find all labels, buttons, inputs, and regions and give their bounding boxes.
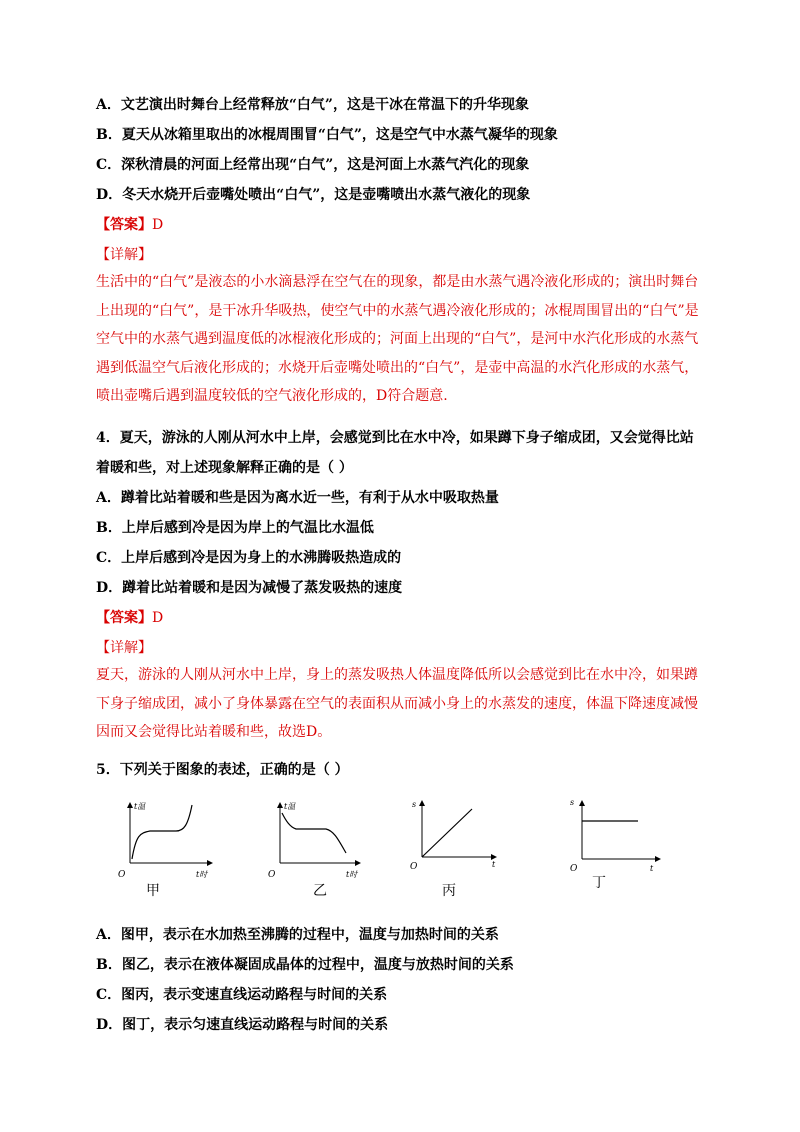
q4-stem-line1: 4．夏天，游泳的人刚从河水中上岸，会感觉到比在水中冷，如果蹲下身子缩成团，又会觉得比站 — [96, 430, 694, 446]
q4-stem-line2: 着暖和些，对上述现象解释正确的是（ ） — [96, 460, 353, 476]
origin-label: O — [268, 870, 276, 880]
answer-value: D — [152, 217, 164, 233]
y-label: s — [570, 798, 575, 807]
q5-option-a: A．图甲，表示在水加热至沸腾的过程中，温度与加热时间的关系 — [96, 927, 499, 943]
q3-detail-line: 上出现的“白气”，是干冰升华吸热，使空气中的水蒸气遇冷液化形成的；冰棍周围冒出的“白气”是 — [96, 302, 699, 319]
origin-label: O — [570, 864, 578, 874]
graph-jia — [110, 795, 220, 885]
y-label: s — [412, 800, 417, 809]
graph-yi — [260, 795, 370, 885]
line — [422, 809, 472, 857]
q5-option-c: C．图丙，表示变速直线运动路程与时间的关系 — [96, 987, 388, 1003]
q3-detail-line: 生活中的“白气”是液态的小水滴悬浮在空气在的现象，都是由水蒸气遇冷液化形成的；演出时舞台 — [96, 274, 699, 290]
q5-option-b: B．图乙，表示在液体凝固成晶体的过程中，温度与放热时间的关系 — [96, 957, 514, 973]
q3-option-d: D．冬天水烧开后壶嘴处喷出“白气”，这是壶嘴喷出水蒸气液化的现象 — [96, 187, 531, 203]
q5-stem: 5．下列关于图象的表述，正确的是（ ） — [96, 762, 349, 778]
curve — [132, 805, 192, 859]
origin-label: O — [410, 862, 418, 872]
x-label: t时 — [346, 870, 358, 879]
q3-option-c: C．深秋清晨的河面上经常出现“白气”，这是河面上水蒸气汽化的现象 — [96, 157, 530, 173]
q4-detail-line: 因而又会觉得比站着暖和些，故选D。 — [96, 724, 332, 740]
graph-bing — [400, 795, 510, 885]
q4-option-c: C．上岸后感到冷是因为身上的水沸腾吸热造成的 — [96, 550, 402, 566]
graph-ding — [560, 795, 670, 885]
origin-label: O — [118, 870, 126, 880]
q3-detail-line: 空气中的水蒸气遇到温度低的冰棍液化形成的；河面上出现的“白气”，是河中水汽化形成的水蒸气 — [96, 331, 699, 347]
q4-detail-line: 夏天，游泳的人刚从河水中上岸，身上的蒸发吸热人体温度降低所以会感觉到比在水中冷，如果蹲 — [96, 667, 698, 683]
q3-detail-tag: 【详解】 — [96, 247, 152, 263]
q3-option-a: A．文艺演出时舞台上经常释放“白气”，这是干冰在常温下的升华现象 — [96, 97, 529, 113]
graph-caption-ding: 丁 — [592, 875, 606, 891]
q3-option-b: B．夏天从冰箱里取出的冰棍周围冒“白气”，这是空气中水蒸气凝华的现象 — [96, 127, 558, 143]
q4-option-b: B．上岸后感到冷是因为岸上的气温比水温低 — [96, 520, 374, 536]
graph-caption-jia: 甲 — [146, 883, 160, 899]
graph-caption-yi: 乙 — [313, 883, 327, 899]
q3-answer — [96, 215, 163, 235]
graph-caption-bing: 丙 — [442, 883, 456, 899]
answer-tag: 【答案】 — [96, 217, 152, 233]
q4-detail-line: 下身子缩成团，减小了身体暴露在空气的表面积从而减小身上的水蒸发的速度，体温下降速度减慢 — [96, 695, 698, 712]
q3-detail-text — [96, 268, 711, 411]
y-label: t温 — [284, 802, 296, 811]
q4-option-d: D．蹲着比站着暖和是因为减慢了蒸发吸热的速度 — [96, 580, 403, 596]
curve — [282, 813, 346, 853]
q4-detail-text — [96, 661, 711, 747]
x-label: t — [650, 864, 654, 873]
x-label: t — [492, 860, 496, 869]
x-label: t时 — [196, 870, 208, 879]
q4-detail-tag: 【详解】 — [96, 640, 152, 656]
q3-detail-line: 喷出壶嘴后遇到温度较低的空气液化形成的，D符合题意. — [96, 388, 448, 404]
q3-detail-line: 遇到低温空气后液化形成的；水烧开后壶嘴处喷出的“白气”，是壶中高温的水汽化形成的水蒸气， — [96, 359, 699, 376]
answer-value: D — [152, 610, 164, 626]
q5-option-d: D．图丁，表示匀速直线运动路程与时间的关系 — [96, 1017, 389, 1033]
q4-option-a: A．蹲着比站着暖和些是因为离水近一些，有利于从水中吸取热量 — [96, 490, 499, 506]
y-label: t温 — [134, 802, 146, 811]
q4-answer — [96, 608, 163, 628]
answer-tag: 【答案】 — [96, 610, 152, 626]
